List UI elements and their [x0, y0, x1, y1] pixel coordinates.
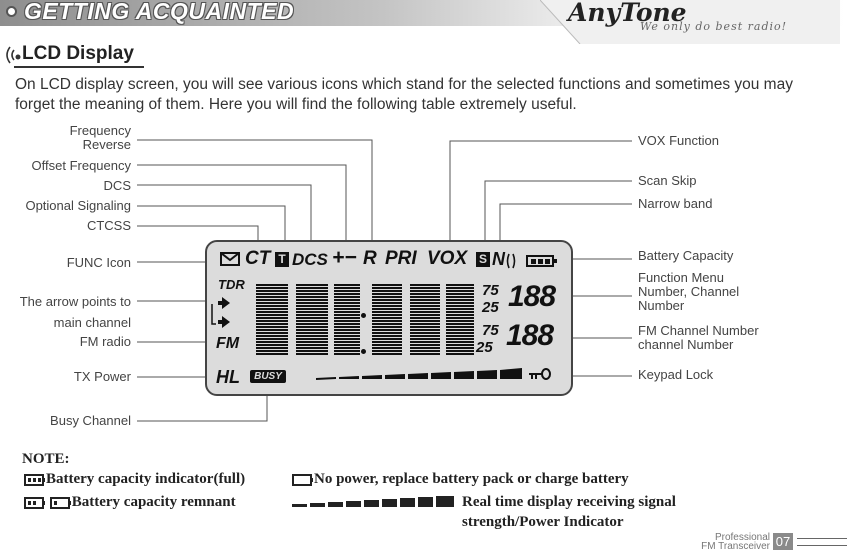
- section-title: LCD Display: [22, 43, 134, 64]
- page-header-title: GETTING ACQUAINTED: [24, 0, 295, 24]
- brand-logo: AnyTone: [568, 0, 687, 27]
- footer-line-1: Professional: [714, 532, 770, 543]
- label-frequency-reverse: Frequency Reverse: [69, 123, 131, 152]
- lcd-25-bottom: 25: [476, 339, 493, 356]
- lcd-tdr: TDR: [218, 277, 245, 292]
- label-fm-radio: FM radio: [79, 334, 131, 349]
- battery-full-icon: [24, 474, 46, 486]
- lcd-t-box: T: [275, 252, 289, 267]
- label-vox-function: VOX Function: [638, 133, 719, 148]
- lcd-75-top: 75: [482, 282, 499, 299]
- lcd-188-top: 188: [508, 280, 556, 313]
- lcd-narrow-n: N: [492, 249, 505, 269]
- lcd-75-bottom: 75: [482, 322, 499, 339]
- label-scan-skip: Scan Skip: [638, 173, 697, 188]
- lcd-busy-badge: BUSY: [250, 370, 286, 383]
- label-function-menu: Function Menu Number, Channel Number: [638, 270, 740, 313]
- lcd-plus-minus: +−: [332, 246, 357, 269]
- main-channel-arrows-icon: [210, 294, 234, 330]
- narrow-band-icon: [506, 253, 516, 269]
- note-battery-full: [24, 471, 245, 488]
- label-optional-signaling: Optional Signaling: [25, 198, 131, 213]
- lcd-reverse-r: R: [363, 248, 377, 269]
- lcd-digit-6: [446, 283, 474, 355]
- lcd-pri: PRI: [385, 248, 417, 269]
- section-underline: [14, 66, 144, 68]
- lcd-digit-1: [256, 283, 288, 355]
- lcd-hl: HL: [216, 367, 240, 387]
- page-number: 07: [773, 533, 793, 550]
- lcd-dcs: DCS: [292, 250, 328, 269]
- signal-strength-indicator-icon: [292, 495, 456, 509]
- lcd-vox: VOX: [427, 248, 468, 269]
- footer-line-2: FM Transceiver: [701, 541, 770, 552]
- label-arrow-main-2: main channel: [53, 315, 131, 330]
- brand-slogan: We only do best radio!: [640, 20, 788, 33]
- lcd-fm: FM: [216, 335, 240, 352]
- key-lock-icon: [528, 368, 552, 382]
- label-busy-channel: Busy Channel: [50, 413, 131, 428]
- note-battery-full-text: Battery capacity indicator(full): [46, 471, 246, 487]
- envelope-icon: [220, 252, 240, 266]
- label-offset-frequency: Offset Frequency: [31, 158, 131, 173]
- lcd-digit-5: [410, 283, 440, 355]
- label-battery-capacity: Battery Capacity: [638, 248, 734, 263]
- signal-strength-bars: [316, 364, 526, 380]
- lcd-decimal-dot-1: [361, 313, 366, 318]
- label-tx-power: TX Power: [73, 369, 131, 384]
- note-title: NOTE:: [22, 451, 70, 467]
- label-fm-channel-number: FM Channel Number channel Number: [638, 323, 759, 352]
- lcd-decimal-dot-2: [361, 349, 366, 354]
- lcd-digit-2: [296, 283, 328, 355]
- footer-rule-top: [797, 538, 847, 539]
- label-ctcss: CTCSS: [86, 218, 131, 233]
- lcd-s-box: S: [476, 252, 490, 267]
- note-no-power: [292, 471, 629, 488]
- note-signal-strength-2: strength/Power Indicator: [462, 514, 624, 530]
- label-dcs: DCS: [103, 178, 131, 193]
- lcd-digit-3: [334, 283, 360, 355]
- signal-waves-icon: [2, 44, 22, 66]
- lcd-25-top: 25: [482, 299, 499, 316]
- note-signal-strength-1: Real time display receiving signal: [462, 494, 676, 510]
- intro-paragraph: On LCD display screen, you will see various icons which stand for the selected functions and sometimes you may forget the meaning of them. Here you will find the following table extremely useful.: [15, 76, 793, 113]
- battery-one-bar-icon: [50, 497, 72, 509]
- label-func-icon: FUNC Icon: [66, 255, 131, 270]
- note-battery-remnant: [24, 494, 236, 511]
- lcd-ct: CT: [245, 248, 271, 269]
- note-battery-remnant-text: Battery capacity remnant: [71, 494, 236, 510]
- lcd-188-bottom: 188: [506, 319, 554, 352]
- label-keypad-lock: Keypad Lock: [638, 367, 714, 382]
- battery-empty-icon: [292, 474, 314, 486]
- lcd-digit-4: [372, 283, 402, 355]
- label-arrow-main-1: The arrow points to: [19, 294, 131, 309]
- header-bullet-icon: [6, 6, 17, 17]
- battery-full-icon: [526, 254, 558, 268]
- battery-two-bars-icon: [24, 497, 46, 509]
- footer-rule-bottom: [797, 545, 847, 546]
- label-narrow-band: Narrow band: [638, 196, 713, 211]
- note-no-power-text: No power, replace battery pack or charge battery: [314, 471, 629, 487]
